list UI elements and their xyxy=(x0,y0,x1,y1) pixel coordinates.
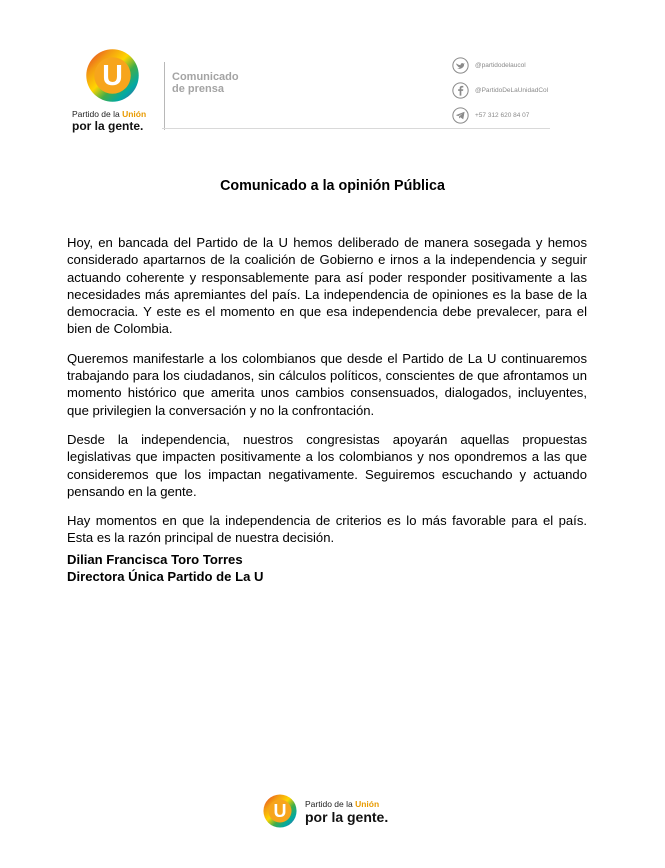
facebook-icon xyxy=(452,82,469,99)
document-title: Comunicado a la opinión Pública xyxy=(220,178,445,194)
footer-brand-tagline xyxy=(305,800,388,824)
footer-brand-prefix: Partido de la xyxy=(305,799,356,809)
brand-prefix: Partido de la xyxy=(72,109,123,119)
paragraph-4: Hay momentos en que la independencia de criterios es lo más favorable para el país. Esta es la razón principal de nuestra decisión. xyxy=(67,513,587,546)
header-rule xyxy=(162,128,550,129)
footer-brand-highlight: Unión xyxy=(355,799,380,809)
phone-number: +57 312 620 84 07 xyxy=(475,111,530,119)
footer-brand-slogan: por la gente. xyxy=(305,808,389,825)
brand-slogan: por la gente. xyxy=(72,118,144,133)
brand-tagline xyxy=(72,110,146,132)
paragraph-1: Hoy, en bancada del Partido de la U hemos deliberado de manera sosegada y hemos considerado apartarnos de la coalición de Gobierno e irnos a la independencia y seguir actuando coherente y responsablemente para así poder responder positivamente a las necesidades más apremiantes del país. La independencia de opiniones es la base de la democracia. Y este es el momento en que esa independencia debe prevalecer, para el bien de Colombia. xyxy=(67,235,587,337)
social-item-telegram[interactable] xyxy=(452,104,548,126)
twitter-handle: @partidodelaucol xyxy=(475,61,526,69)
press-release-line1: Comunicado xyxy=(172,71,239,83)
press-release-line2: de prensa xyxy=(172,83,224,96)
brand-highlight: Unión xyxy=(122,109,147,119)
footer-logo-letter: U xyxy=(273,801,287,822)
press-release-label xyxy=(172,71,239,96)
party-logo-icon xyxy=(84,47,141,104)
social-item-twitter[interactable] xyxy=(452,54,548,76)
social-item-facebook[interactable] xyxy=(452,79,548,101)
document-body xyxy=(67,234,587,559)
signature-name: Dilian Francisca Toro Torres xyxy=(67,552,243,567)
paragraph-3: Desde la independencia, nuestros congresistas apoyarán aquellas propuestas legislativas que impacten positivamente a los colombianos y nos opondremos a las que consideremos que los impactan negativamente. Seguiremos escuchando y actuando pensando en la gente. xyxy=(67,431,587,499)
paragraph-2: Queremos manifestarle a los colombianos que desde el Partido de La U continuaremos trabajando para los ciudadanos, sin cálculos políticos, conscientes de que afrontamos un momento histórico que amerita unos cambios consensuados, dialogados, incluyentes, que privilegien la conversación y no la confrontación. xyxy=(67,350,587,418)
signature-role: Directora Única Partido de La U xyxy=(67,569,264,584)
footer-logo-icon xyxy=(262,793,298,829)
twitter-icon xyxy=(452,57,469,74)
signature-block xyxy=(67,551,263,585)
social-links xyxy=(452,54,548,129)
header-divider xyxy=(164,62,165,130)
facebook-handle: @PartidoDeLaUnidadCol xyxy=(475,86,549,94)
logo-letter: U xyxy=(102,60,123,93)
telegram-icon xyxy=(452,107,469,124)
